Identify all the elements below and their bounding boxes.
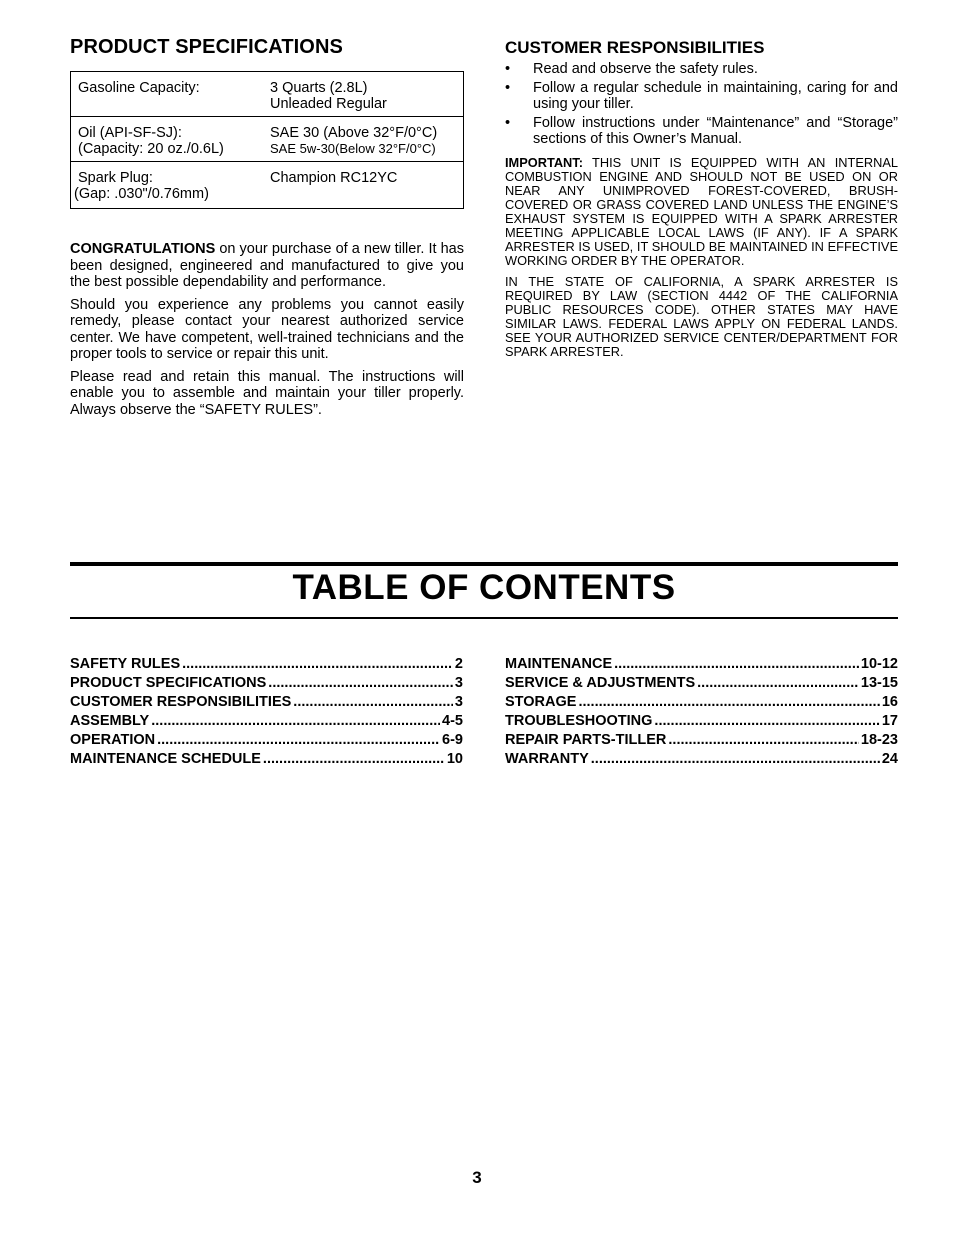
right-column [505, 38, 898, 366]
toc-leader [151, 712, 440, 731]
toc-entry-page: 3 [454, 694, 463, 710]
spec-label-line: (Capacity: 20 oz./0.6L) [78, 141, 224, 157]
toc-leader [697, 674, 859, 693]
toc-bottom-rule [70, 617, 898, 619]
toc-entry-label: CUSTOMER RESPONSIBILITIES [70, 694, 292, 710]
toc-entry [70, 693, 463, 712]
toc-entry [70, 655, 463, 674]
spec-label [71, 72, 265, 117]
spec-label [71, 162, 265, 209]
toc-entry-page: 10 [446, 751, 463, 767]
toc-leader [268, 674, 453, 693]
important-text: THIS UNIT IS EQUIPPED WITH AN INTERNAL COMBUSTION ENGINE AND SHOULD NOT BE USED ON OR NEAR ANY UNIMPROVED FOREST-COVERED, BRUSH-COVERED OR GRASS COVERED LAND UNLESS THE ENGINE’S EXHAUST SYSTEM IS EQUIPPED WITH A SPARK ARRESTER MEETING APPLICABLE LOCAL LAWS (IF ANY). IF A SPARK ARRESTER IS USED, IT SHOULD BE MAINTAINED IN EFFECTIVE WORKING ORDER BY THE OPERATOR. [505, 154, 898, 268]
toc-entry-label: OPERATION [70, 732, 156, 748]
customer-heading: CUSTOMER RESPONSIBILITIES [505, 38, 765, 57]
intro-paragraph [70, 241, 464, 291]
spec-value-line: SAE 30 (Above 32°F/0°C) [270, 125, 438, 141]
spec-value-line: Champion RC12YC [270, 170, 398, 186]
toc-entry [505, 655, 898, 674]
toc-entry-label: SAFETY RULES [70, 656, 181, 672]
specs-heading: PRODUCT SPECIFICATIONS [70, 36, 343, 58]
spec-row-gasoline [71, 72, 464, 117]
intro-paragraph-text: on your purchase of a new tiller. It has been designed, engineered and manufactured to give you the best possible dependability and performance. [70, 241, 464, 290]
toc-entry-page: 16 [881, 694, 898, 710]
spec-label-line: Oil (API-SF-SJ): [78, 125, 182, 141]
spec-label-line: (Gap: .030"/0.76mm) [74, 186, 209, 202]
spec-value [264, 117, 464, 162]
toc-leader [157, 731, 440, 750]
spec-value [264, 162, 464, 209]
toc-entry-page: 17 [881, 713, 898, 729]
toc-entry-label: MAINTENANCE [505, 656, 613, 672]
toc-entry-page: 6-9 [442, 732, 463, 748]
toc-entry-label: SERVICE & ADJUSTMENTS [505, 675, 696, 691]
toc-entry-label: ASSEMBLY [70, 713, 150, 729]
toc-leader [263, 750, 445, 769]
toc-left-column [70, 655, 463, 769]
toc-entry [505, 693, 898, 712]
toc-entry [505, 750, 898, 769]
toc-entry [505, 674, 898, 693]
list-item: • Read and observe the safety rules. [505, 61, 898, 78]
intro-paragraph: Should you experience any problems you cannot easily remedy, please contact your nearest authorized service center. We have competent, well-trained technicians and the proper tools to service or repair this unit. [70, 296, 464, 362]
toc-entry [505, 712, 898, 731]
toc-leader [591, 750, 880, 769]
list-item: • Follow a regular schedule in maintaining, caring for and using your tiller. [505, 80, 898, 113]
toc-entry-page: 4-5 [442, 713, 463, 729]
spec-value-line: SAE 5w-30(Below 32°F/0°C) [270, 141, 436, 156]
toc-entry [70, 750, 463, 769]
left-column [70, 36, 464, 424]
intro-paragraph: Please read and retain this manual. The instructions will enable you to assemble and maintain your tiller properly. Always observe the “SAFETY RULES”. [70, 368, 464, 418]
toc-leader [668, 731, 859, 750]
california-notice: IN THE STATE OF CALIFORNIA, A SPARK ARRESTER IS REQUIRED BY LAW (SECTION 4442 OF THE CALIFORNIA PUBLIC RESOURCES CODE). OTHER STATES MAY HAVE SIMILAR LAWS. FEDERAL LAWS APPLY ON FEDERAL LANDS. SEE YOUR AUTHORIZED SERVICE CENTER/DEPARTMENT FOR SPARK ARRESTER. [505, 273, 898, 359]
toc-entry-page: 18-23 [860, 732, 898, 748]
toc-entry-label: MAINTENANCE SCHEDULE [70, 751, 261, 767]
toc-top-rule [70, 562, 898, 566]
toc-leader [578, 693, 879, 712]
spec-row-spark-plug [71, 162, 464, 209]
toc-entry-page: 13-15 [860, 675, 898, 691]
important-notice [505, 156, 898, 268]
responsibility-list [505, 61, 898, 148]
spec-value-line: Unleaded Regular [270, 96, 387, 112]
toc-leader [614, 655, 859, 674]
toc-entry [505, 731, 898, 750]
toc-leader [182, 655, 453, 674]
toc-entry-page: 10-12 [860, 656, 898, 672]
toc-entry [70, 731, 463, 750]
toc-entry-page: 24 [881, 751, 898, 767]
spec-row-oil [71, 117, 464, 162]
toc-entry-page: 2 [454, 656, 463, 672]
toc-entry-label: TROUBLESHOOTING [505, 713, 653, 729]
toc-entry [70, 674, 463, 693]
list-item: • Follow instructions under “Maintenance” and “Storage” sections of this Owner’s Manual. [505, 115, 898, 148]
intro-text [70, 241, 464, 418]
toc-entry-label: STORAGE [505, 694, 577, 710]
toc-entry-label: WARRANTY [505, 751, 589, 767]
toc-entry-label: REPAIR PARTS-TILLER [505, 732, 667, 748]
toc-entry-page: 3 [454, 675, 463, 691]
congratulations-label: CONGRATULATIONS [70, 241, 216, 257]
specs-table [70, 71, 464, 209]
important-label: IMPORTANT: [505, 154, 583, 170]
spec-label-line: Gasoline Capacity: [78, 80, 200, 96]
page-number: 3 [472, 1168, 482, 1187]
toc-entry [70, 712, 463, 731]
toc-leader [654, 712, 879, 731]
spec-label-line: Spark Plug: [78, 170, 153, 186]
toc-leader [293, 693, 453, 712]
spec-value [264, 72, 464, 117]
spec-label [71, 117, 265, 162]
toc-title: TABLE OF CONTENTS [292, 568, 676, 607]
spec-value-line: 3 Quarts (2.8L) [270, 80, 368, 96]
toc-right-column [505, 655, 898, 769]
toc-entry-label: PRODUCT SPECIFICATIONS [70, 675, 267, 691]
